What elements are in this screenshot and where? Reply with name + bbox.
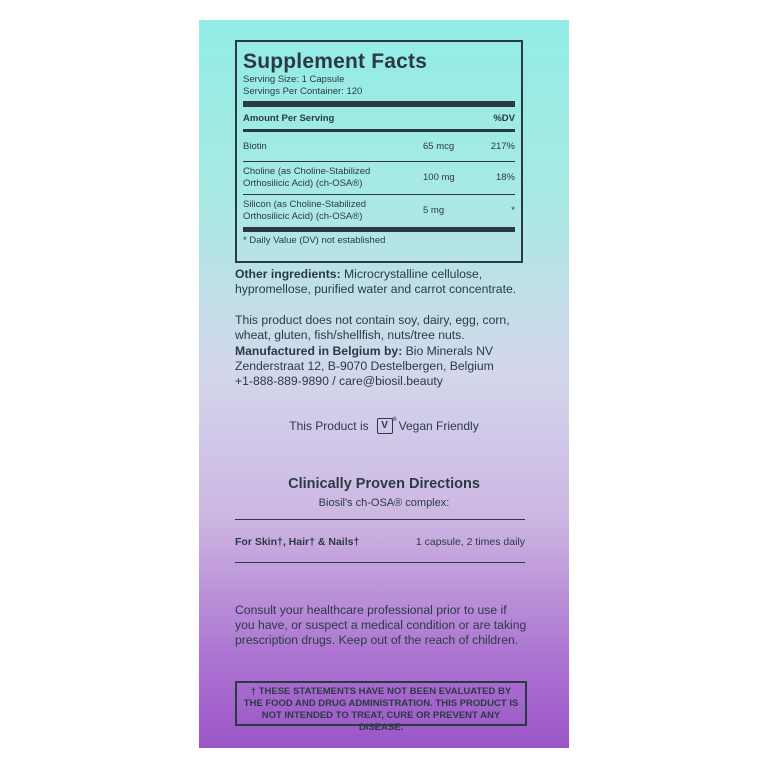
fda-disclaimer: † THESE STATEMENTS HAVE NOT BEEN EVALUATED BY THE FOOD AND DRUG ADMINISTRATION. THIS PRODUCT IS NOT INTENDED TO TREAT, CURE OR PREVENT ANY DISEASE. (235, 681, 527, 726)
nutrient-dv: * (511, 205, 515, 216)
nutrient-amount: 5 mg (423, 205, 445, 216)
nutrient-name: Biotin (243, 141, 267, 152)
consult-warning: Consult your healthcare professional prior to use if you have, or suspect a medical condition or are taking prescription drugs. Keep out of the reach of children. (235, 603, 527, 647)
other-ingredients (235, 267, 535, 297)
directions-dose: 1 capsule, 2 times daily (415, 536, 525, 548)
nutrient-name-line2: Orthosilicic Acid) (ch-OSA®) (243, 211, 363, 222)
nutrient-name (243, 166, 423, 190)
nutrient-name (243, 199, 423, 223)
directions-title: Clinically Proven Directions (288, 476, 480, 492)
allergen-statement: This product does not contain soy, dairy, egg, corn, wheat, gluten, fish/shellfish, nuts/tree nuts. (235, 313, 510, 342)
divider (243, 101, 515, 107)
divider (235, 519, 525, 520)
directions-subtitle: Biosil's ch-OSA® complex: (318, 497, 450, 509)
ingredients-label: Other ingredients: (235, 267, 341, 281)
directions-row (235, 536, 525, 548)
dv-header: %DV (493, 113, 515, 124)
nutrient-name-line1: Choline (as Choline-Stabilized (243, 166, 371, 177)
directions-use: For Skin†, Hair† & Nails† (235, 536, 360, 548)
vegan-badge-letter: V (381, 420, 388, 431)
manufacturer-contact: +1-888-889-9890 / care@biosil.beauty (235, 374, 443, 388)
nutrient-dv: 18% (495, 172, 515, 183)
facts-footnote: * Daily Value (DV) not established (243, 235, 386, 246)
nutrient-name-line2: Orthosilicic Acid) (ch-OSA®) (243, 178, 363, 189)
label-panel (199, 20, 569, 748)
vegan-badge-icon (377, 417, 397, 434)
amount-header: Amount Per Serving (243, 113, 335, 124)
divider (235, 562, 525, 563)
supplement-facts-box (235, 40, 523, 263)
vegan-badge-mark: ® (392, 417, 397, 423)
facts-header-row (243, 109, 515, 129)
nutrient-name-line1: Silicon (as Choline-Stabilized (243, 199, 367, 210)
manufacturer-name: Bio Minerals NV (402, 344, 494, 358)
ingredients-text: Microcrystalline cellulose, hypromellose, purified water and carrot concentrate. (235, 267, 517, 296)
servings-per-container: Servings Per Container: 120 (243, 86, 363, 97)
facts-row-choline (243, 162, 515, 194)
serving-size: Serving Size: 1 Capsule (243, 74, 345, 85)
facts-row-biotin (243, 132, 515, 161)
nutrient-amount: 65 mcg (423, 141, 455, 152)
vegan-prefix: This Product is (289, 419, 369, 433)
manufacturer-info (235, 344, 535, 389)
facts-title: Supplement Facts (243, 50, 428, 73)
manufacturer-address: Zenderstraat 12, B-9070 Destelbergen, Belgium (235, 359, 494, 373)
nutrient-amount: 100 mg (423, 172, 455, 183)
manufacturer-label: Manufactured in Belgium by: (235, 344, 403, 358)
nutrient-dv: 217% (490, 141, 515, 152)
facts-row-silicon (243, 195, 515, 227)
vegan-suffix: Vegan Friendly (398, 419, 479, 433)
vegan-statement (199, 418, 569, 434)
